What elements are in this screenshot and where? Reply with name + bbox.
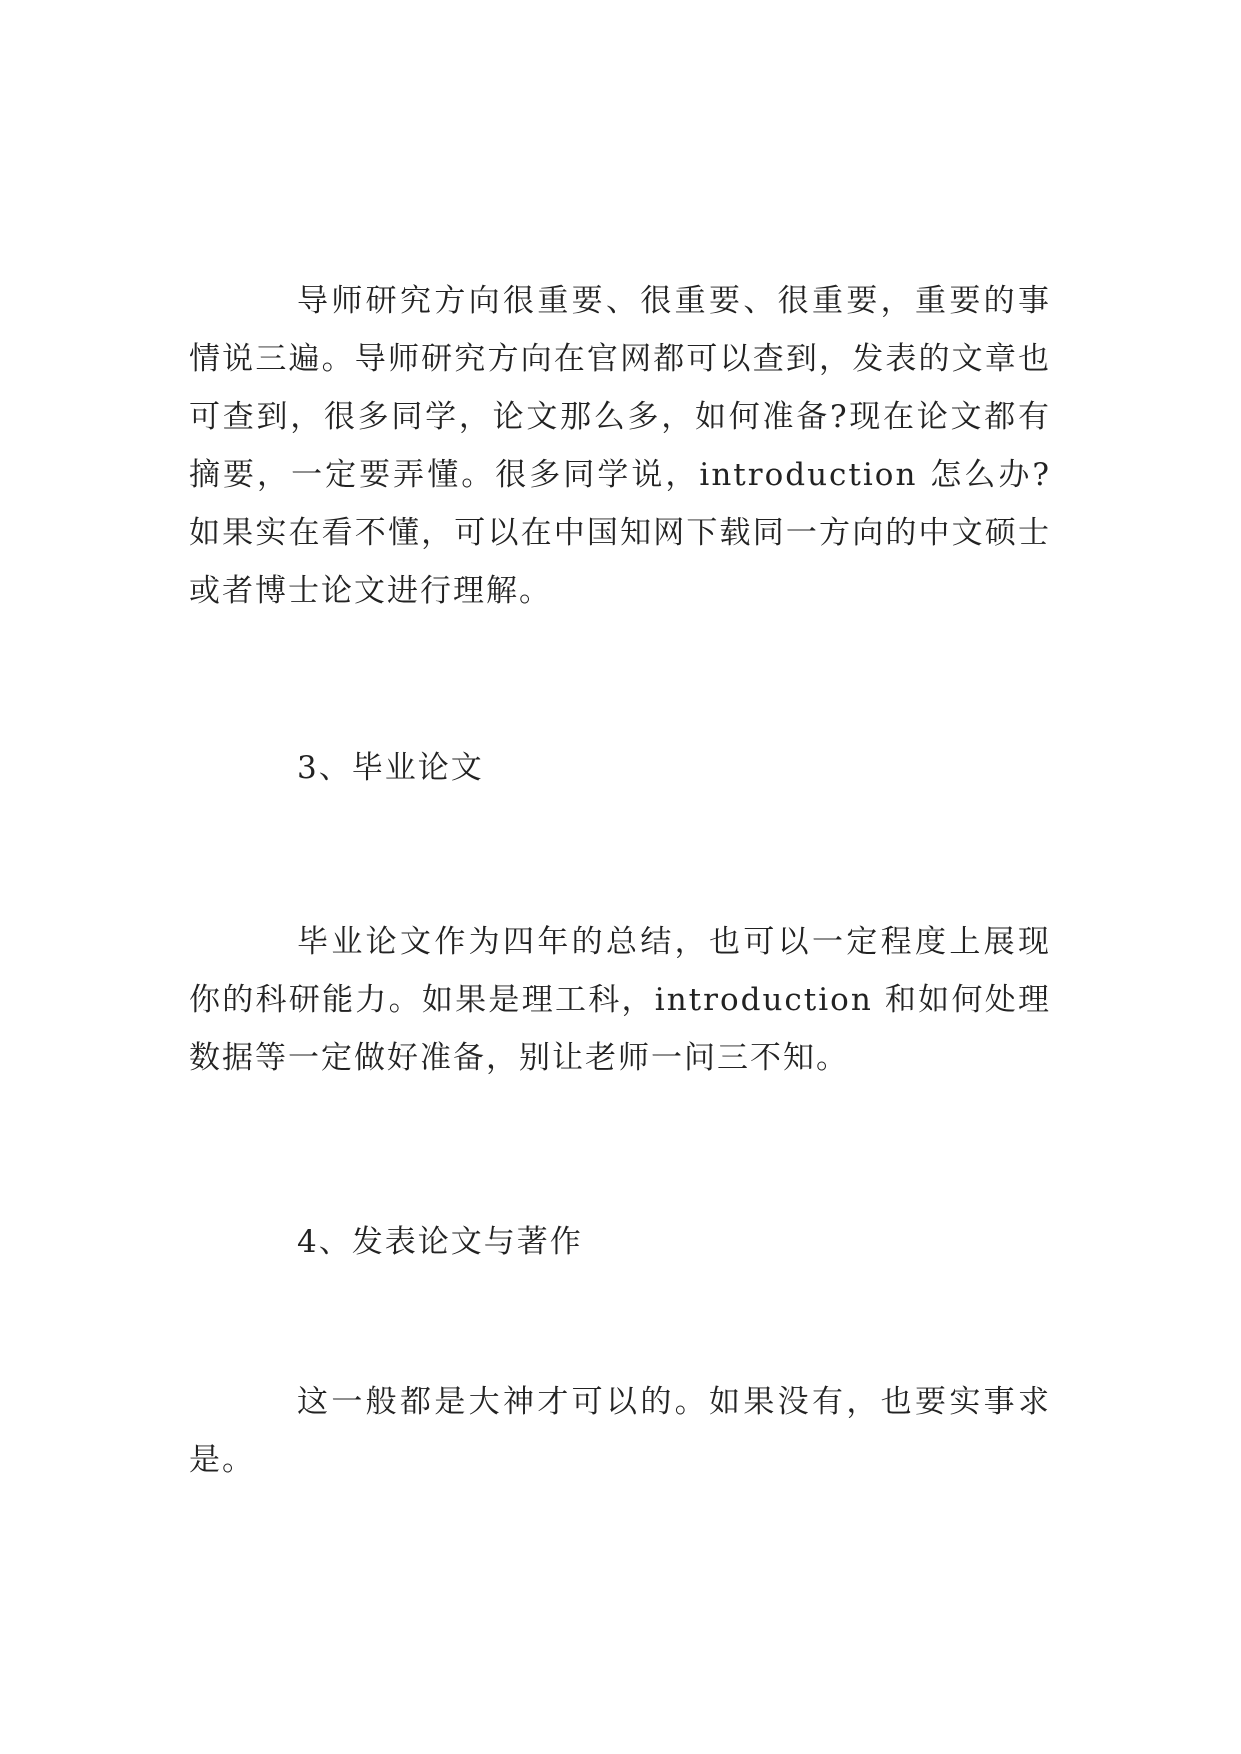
paragraph-graduation-thesis: 毕业论文作为四年的总结，也可以一定程度上展现你的科研能力。如果是理工科，introduction 和如何处理数据等一定做好准备，别让老师一问三不知。: [189, 924, 1051, 1076]
section-heading-publications: 4、发表论文与著作: [297, 1224, 583, 1260]
paragraph-publications: 这一般都是大神才可以的。如果没有，也要实事求是。: [189, 1384, 1051, 1478]
paragraph-advisor-research: 导师研究方向很重要、很重要、很重要，重要的事情说三遍。导师研究方向在官网都可以查到，发表的文章也可查到，很多同学，论文那么多，如何准备?现在论文都有摘要，一定要弄懂。很多同学说，introduction 怎么办?如果实在看不懂，可以在中国知网下载同一方向的中文硕士或者博士论文进行理解。: [189, 283, 1051, 609]
section-heading-graduation-thesis: 3、毕业论文: [297, 750, 484, 786]
